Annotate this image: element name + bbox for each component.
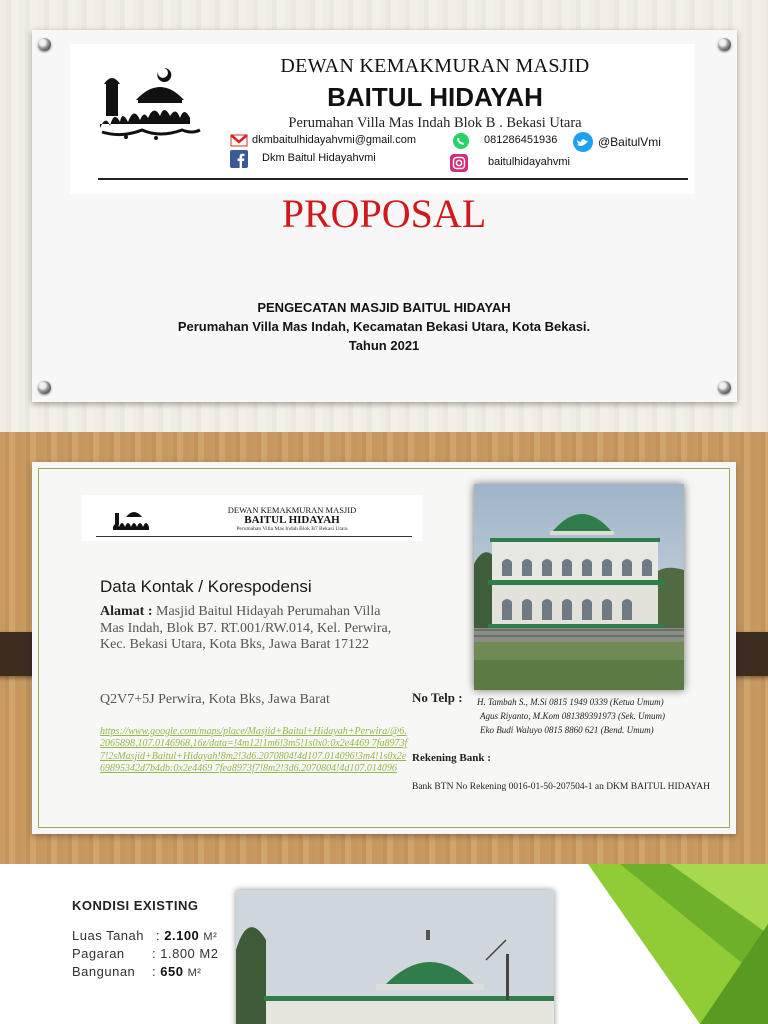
kondisi-title: KONDISI EXISTING [72,898,199,913]
pin-icon [38,38,51,51]
row-sep: : [152,946,157,961]
row-unit: M2 [199,946,219,961]
instagram-icon [450,154,468,170]
facebook-contact [230,150,376,166]
plus-code: Q2V7+5J Perwira, Kota Bks, Jawa Barat [100,692,330,707]
project-year: Tahun 2021 [348,338,420,353]
instagram-text[interactable]: baitulhidayahvmi [488,156,570,168]
row-sep: : [156,928,161,943]
row-unit: M² [203,931,218,943]
row-value: 2.100 [164,928,200,943]
telp-label: No Telp : [412,690,463,705]
small-mosque-logo [112,505,156,533]
twitter-text[interactable]: @BaitulVmi [598,135,661,149]
slide-3 [0,864,768,1024]
contact-sekretaris: Agus Riyanto, M.Kom 081389391973 (Sek. Umum) [480,711,665,721]
letterhead-rule [98,178,688,180]
pin-icon [38,381,51,394]
twitter-contact [572,132,661,152]
whatsapp-icon [452,132,470,148]
row-bangunan [72,964,201,979]
facebook-icon [230,150,248,166]
mosque-name: BAITUL HIDAYAH [327,82,543,112]
row-value: 1.800 [160,946,196,961]
twitter-icon [572,132,594,152]
row-label: Luas Tanah [72,928,144,943]
alamat-label: Alamat : [100,604,153,619]
contact-bendahara: Eko Budi Waluyo 0815 8860 621 (Bend. Umum) [480,725,654,735]
whatsapp-contact [452,132,557,148]
small-org-line: DEWAN KEMAKMURAN MASJID [227,505,357,515]
slide-1 [0,0,768,432]
small-address: Perumahan Villa Mas Indah Blok B7 Bekasi Utara [236,526,348,532]
row-sep: : [152,964,157,979]
instagram-contact [450,154,570,170]
proposal-title: PROPOSAL [281,191,487,236]
small-rule [96,536,412,537]
green-corner-decoration [560,864,768,1024]
row-luas-tanah [72,928,217,943]
gmail-icon [230,132,248,148]
project-location: Perumahan Villa Mas Indah, Kecamatan Bekasi Utara, Kota Bekasi. [177,319,591,334]
email-contact [230,132,416,148]
facebook-text[interactable]: Dkm Baitul Hidayahvmi [262,152,376,164]
pin-icon [718,381,731,394]
org-line: DEWAN KEMAKMURAN MASJID [280,55,590,77]
row-label: Pagaran [72,946,125,961]
mosque-photo [474,484,684,690]
contact-section-title: Data Kontak / Korespodensi [100,577,312,596]
small-letterhead [82,495,422,541]
mosque-photo-existing [236,890,554,1024]
email-text[interactable]: dkmbaitulhidayahvmi@gmail.com [252,134,417,146]
contact-ketua: H. Tambah S., M.Si 0815 1949 0339 (Ketua Umum) [477,697,664,707]
mosque-logo [96,62,204,142]
row-pagaran [72,946,218,961]
row-value: 650 [160,964,184,979]
alamat-text: Masjid Baitul Hidayah Perumahan Villa Mas Indah, Blok B7. RT.001/RW.014, Kel. Perwira, Kec. Bekasi Utara, Kota Bks, Jawa Barat 17122 [100,604,392,652]
rekening-text: Bank BTN No Rekening 0016-01-50-207504-1 an DKM BAITUL HIDAYAH [412,782,710,792]
letterhead [70,44,695,194]
pin-icon [718,38,731,51]
row-unit: M² [187,967,202,979]
address: Perumahan Villa Mas Indah Blok B . Bekasi Utara [288,115,582,131]
project-subtitle: PENGECATAN MASJID BAITUL HIDAYAH [257,300,511,315]
row-label: Bangunan [72,964,136,979]
phone-text: 081286451936 [484,134,558,146]
alamat-block [100,604,400,654]
small-mosque-name: BAITUL HIDAYAH [244,514,340,526]
rekening-label: Rekening Bank : [412,752,491,764]
maps-link[interactable]: https://www.google.com/maps/place/Masjid+Baitul+Hidayah+Perwira/@6.2065898,107.0146968,16z/data=!4m12!1m6!3m5!1s0x0:0x2e4469 7fa8973f7!2sMasjid+Baitul+Hidayah!8m2!3d6.2070804!4d107.014096!3m4!1s0x2e69895342d7b4db:0x2e4469 7fea8973f7!8m2!3d6.2070804!4d107.014096 [100,726,408,775]
